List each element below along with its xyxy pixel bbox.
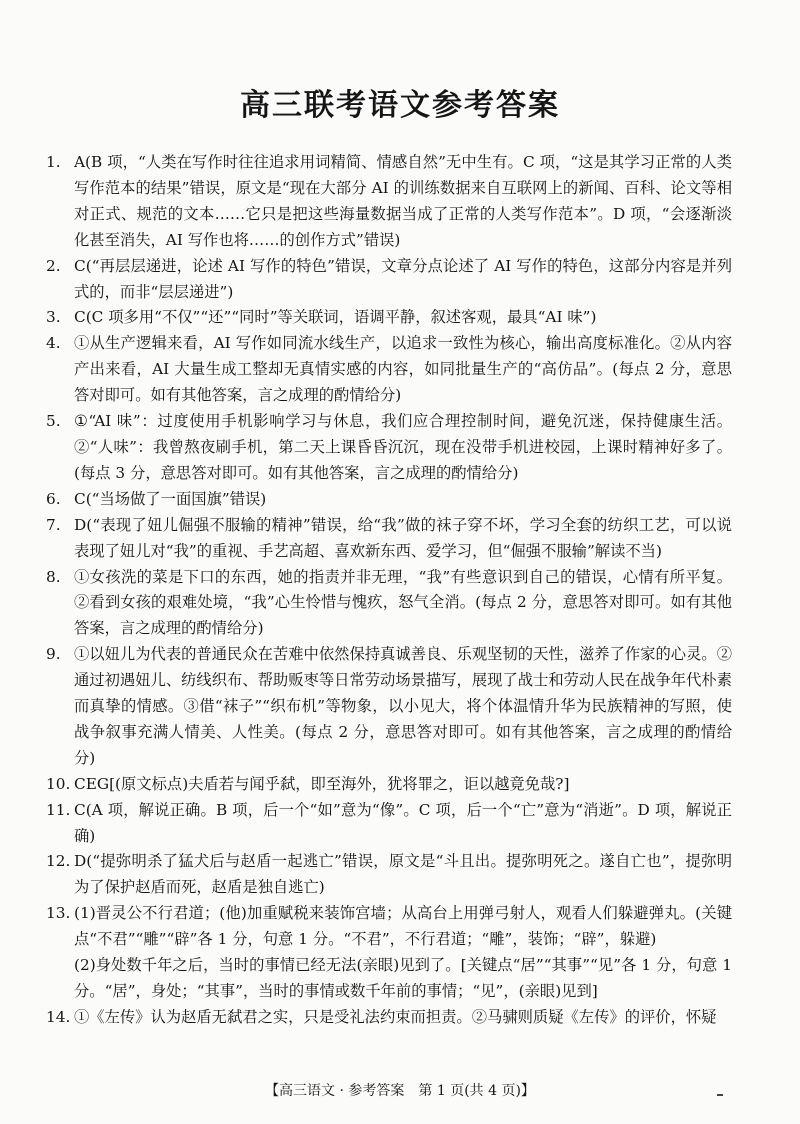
answer-item bbox=[46, 901, 732, 953]
answer-text: C(“再层层递进，论述 AI 写作的特色”错误，文章分点论述了 AI 写作的特色，这部分内容是并列式的，而非“层层递进”) bbox=[74, 256, 732, 301]
answer-number: 13. bbox=[46, 904, 71, 923]
answer-item bbox=[46, 849, 732, 901]
answer-item bbox=[46, 798, 732, 850]
answer-text: ①“AI 味”：过度使用手机影响学习与休息，我们应合理控制时间，避免沉迷，保持健康生活。②“人味”：我曾熬夜刷手机，第二天上课昏昏沉沉，现在没带手机进校园，上课时精神好多了。(每点 3 分，意思答对即可。如有其他答案，言之成理的酌情给分) bbox=[74, 412, 732, 482]
answer-item bbox=[46, 305, 732, 331]
answer-number: 1. bbox=[46, 153, 61, 171]
page-title: 高三联考语文参考答案 bbox=[240, 88, 560, 123]
answer-number: 8. bbox=[46, 567, 61, 586]
answer-text: CEG[(原文标点)夫盾若与闻乎弑，即至海外，犹将罪之，讵以越竟免哉?] bbox=[74, 774, 570, 793]
answer-item bbox=[46, 772, 732, 798]
answer-text: ①以妞儿为代表的普通民众在苦难中依然保持真诚善良、乐观坚韧的天性，滋养了作家的心灵。②通过初遇妞儿、纺线织布、帮助贩枣等日常劳动场景描写，展现了战士和劳动人民在战争年代朴素而真挚的情感。③借“袜子”“织布机”等物象，以小见大，将个体温情升华为民族精神的写照，使战争叙事充满人情美、人性美。(每点 2 分，意思答对即可。如有其他答案，言之成理的酌情给分) bbox=[74, 645, 732, 767]
answer-item bbox=[46, 254, 732, 306]
answer-text: ①女孩洗的菜是下口的东西，她的指责并非无理，“我”有些意识到自己的错误，心情有所平复。②看到女孩的艰难处境，“我”心生怜惜与愧疚，怒气全消。(每点 2 分，意思答对即可。如有其他答案，言之成理的酌情给分) bbox=[74, 567, 732, 638]
answer-item bbox=[46, 1005, 732, 1031]
corner-mark bbox=[717, 1094, 723, 1096]
answer-text: (2)身处数千年之后，当时的事情已经无法(亲眼)见到了。[关键点“居”“其事”“见”各 1 分，句意 1 分。“居”，身处；“其事”，当时的事情或数千年前的事情；“见”，(亲眼)见到] bbox=[74, 956, 732, 1000]
answer-text: ①从生产逻辑来看，AI 写作如同流水线生产，以追求一致性为核心，输出高度标准化。②从内容产出来看，AI 大量生成工整却无真情实感的内容，如同批量生产的“高仿品”。(每点 2 分，意思答对即可。如有其他答案，言之成理的酌情给分) bbox=[74, 334, 732, 405]
answer-number: 12. bbox=[46, 852, 71, 871]
answer-item bbox=[46, 513, 732, 565]
answer-number: 5. bbox=[46, 412, 61, 431]
answer-item bbox=[46, 953, 732, 1005]
answer-text: D(“提弥明杀了猛犬后与赵盾一起逃亡”错误，原文是“斗且出。提弥明死之。遂自亡也”，提弥明为了保护赵盾而死，赵盾是独自逃亡) bbox=[74, 852, 732, 897]
answer-text: C(C 项多用“不仅”“还”“同时”等关联词，语调平静，叙述客观，最具“AI 味”) bbox=[74, 308, 597, 327]
answer-item bbox=[46, 487, 732, 513]
page-footer: 【高三语文 · 参考答案 第 1 页(共 4 页)】 bbox=[265, 1083, 535, 1099]
answer-number bbox=[46, 953, 74, 1005]
answer-text: D(“表现了妞儿倔强不服输的精神”错误，给“我”做的袜子穿不坏，学习全套的纺织工艺，可以说表现了妞儿对“我”的重视、手艺高超、喜欢新东西、爱学习，但“倔强不服输”解读不当) bbox=[74, 515, 732, 560]
answer-item bbox=[46, 642, 732, 772]
answers-list bbox=[46, 150, 732, 1031]
answer-text: C(A 项，解说正确。B 项，后一个“如”意为“像”。C 项，后一个“亡”意为“消逝”。D 项，解说正确) bbox=[74, 800, 732, 845]
answer-text: A(B 项，“人类在写作时往往追求用词精简、情感自然”无中生有。C 项，“这是其学习正常的人类写作范本的结果”错误，原文是“现在大部分 AI 的训练数据来自互联网上的新闻、百科、论文等相对正式、规范的文本……它只是把这些海量数据当成了正常的人类写作范本”。D 项，“会逐渐淡化甚至消失，AI 写作也将……的创作方式”错误) bbox=[74, 153, 732, 249]
answer-number: 2. bbox=[46, 256, 61, 275]
answer-number: 10. bbox=[46, 774, 71, 793]
answer-item bbox=[46, 565, 732, 643]
answer-number: 7. bbox=[46, 515, 61, 534]
answer-item bbox=[46, 150, 732, 254]
answer-number: 3. bbox=[46, 308, 61, 327]
answer-number: 9. bbox=[46, 645, 61, 664]
answer-item bbox=[46, 331, 732, 409]
answer-number: 14. bbox=[46, 1007, 71, 1026]
answer-text: C(“当场做了一面国旗”错误) bbox=[74, 489, 267, 508]
answer-text: (1)晋灵公不行君道；(他)加重赋税来装饰宫墙；从高台上用弹弓射人，观看人们躲避弹丸。(关键点“不君”“雕”“辟”各 1 分，句意 1 分。“不君”，不行君道；“雕”，装饰；“辟”，躲避) bbox=[74, 904, 732, 949]
answer-number: 4. bbox=[46, 334, 61, 353]
answer-number: 6. bbox=[46, 489, 61, 508]
answer-number: 11. bbox=[46, 800, 71, 819]
answer-text: ①《左传》认为赵盾无弑君之实，只是受礼法约束而担责。②马骕则质疑《左传》的评价，怀疑 bbox=[74, 1007, 717, 1026]
answer-item bbox=[46, 409, 732, 487]
